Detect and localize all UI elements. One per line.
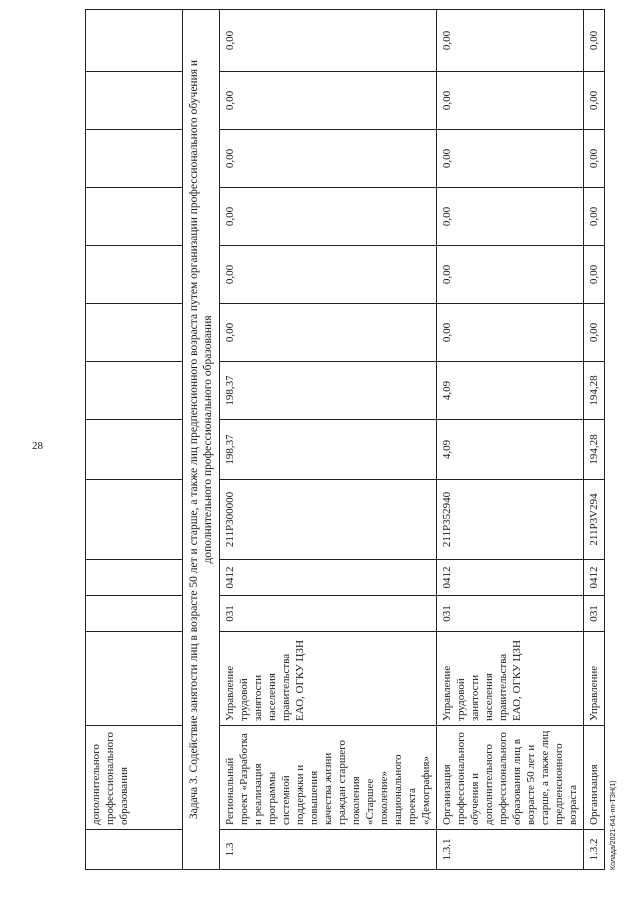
table-row [220,10,437,870]
row-value-7: 0,00 [220,10,437,72]
row-number: 1.3 [220,830,437,870]
row-executor: Управление трудовой занятости населения правительства ЕАО, ОГКУ ЦЗН [220,632,437,726]
row-value-4: 0,00 [220,188,437,246]
row-grbs: 031 [584,596,605,632]
row-csr: 211P3V294 [584,480,605,560]
task-heading: Задача 3. Содействие занятости лиц в возрасте 50 лет и старше, а также лиц предпенсионного возраста путем организации профессионального обучения и дополнительного профессионального образования [183,10,220,870]
row-value-5: 0,00 [437,130,584,188]
row-value-7: 0,00 [437,10,584,72]
document-code [610,270,630,870]
row-number: 1.3.1 [437,830,584,870]
row-value-5: 0,00 [220,130,437,188]
row-value-4: 0,00 [437,188,584,246]
page-number: 28 [32,440,43,452]
row-value-7: 0,00 [584,10,605,72]
row-value-5: 0,00 [584,130,605,188]
rotated-table-container [85,10,600,870]
row-csr: 211P352940 [437,480,584,560]
row-rzpr: 0412 [584,560,605,596]
row-value-2: 0,00 [584,304,605,362]
row-value-2: 0,00 [437,304,584,362]
budget-table [85,9,605,870]
table-row [437,10,584,870]
row-executor: Управление [584,632,605,726]
row-value-6: 0,00 [584,72,605,130]
row-total: 198,37 [220,420,437,480]
row-value-1: 194,28 [584,362,605,420]
row-total: 194,28 [584,420,605,480]
row-value-2: 0,00 [220,304,437,362]
row-executor: Управление трудовой занятости населения правительства ЕАО, ОГКУ ЦЗН [437,632,584,726]
row-name: Региональный проект «Разработка и реализация программы системной поддержки и повышения качества жизни граждан старшего поколения «Старшее поколение» национального проекта «Демография» [220,726,437,830]
row-grbs: 031 [220,596,437,632]
row-number: 1.3.2 [584,830,605,870]
table-row [584,10,605,870]
row-value-6: 0,00 [437,72,584,130]
row-total: 4,09 [437,420,584,480]
row-value-4: 0,00 [584,188,605,246]
cell-empty [86,830,183,870]
row-name: Организация [584,726,605,830]
row-grbs: 031 [437,596,584,632]
row-value-3: 0,00 [584,246,605,304]
cell-top-text: дополнительного профессионального образования [86,726,183,830]
row-value-6: 0,00 [220,72,437,130]
row-rzpr: 0412 [220,560,437,596]
row-value-1: 4,09 [437,362,584,420]
table-row-top [86,10,183,870]
row-csr: 211P300000 [220,480,437,560]
row-name: Организация профессионального обучения и дополнительного профессионального образования лиц в возрасте 50 лет и старше, а также лиц предпенсионного возраста [437,726,584,830]
task-row [183,10,220,870]
document-code-text: Колада/2021-641-пп-ТЗН(1) [610,780,617,870]
row-value-3: 0,00 [437,246,584,304]
row-rzpr: 0412 [437,560,584,596]
row-value-1: 198,37 [220,362,437,420]
row-value-3: 0,00 [220,246,437,304]
